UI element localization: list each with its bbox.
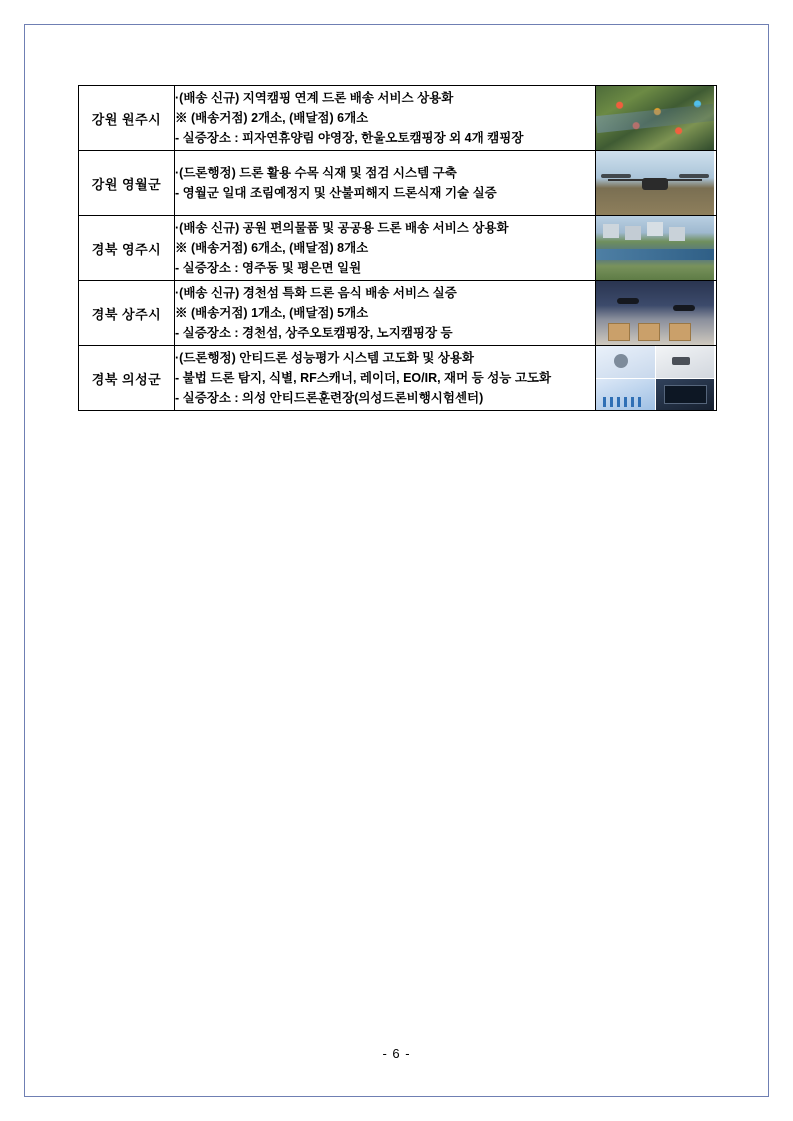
indoor-drone-delivery-thumbnail [596, 281, 714, 345]
project-table [78, 85, 717, 411]
drone-small-icon [673, 305, 695, 311]
collage-quadrant [596, 346, 655, 378]
description-line: ·(배송 신규) 공원 편의물품 및 공공용 드론 배송 서비스 상용화 [175, 220, 509, 235]
description-line: - 불법 드론 탐지, 식별, RF스캐너, 레이더, EO/IR, 재머 등 성능 고도화 [175, 370, 552, 385]
description-line: ·(배송 신규) 지역캠핑 연계 드론 배송 서비스 상용화 [175, 90, 454, 105]
table-row [79, 216, 717, 281]
description-line: ·(드론행정) 드론 활용 수목 식재 및 점검 시스템 구축 [175, 165, 457, 180]
region-label: 경북 영주시 [79, 216, 175, 281]
description-line: ※ (배송거점) 6개소, (배달점) 8개소 [175, 240, 369, 255]
description-cell [175, 346, 596, 411]
description-cell [175, 151, 596, 216]
table-row [79, 281, 717, 346]
package-box-icon [669, 323, 691, 341]
drone-body-icon [642, 178, 668, 190]
drone-rotor-left-icon [601, 174, 631, 178]
description-cell [175, 216, 596, 281]
row-image-cell [596, 86, 717, 151]
row-image-cell [596, 151, 717, 216]
description-line: - 실증장소 : 피자연휴양림 야영장, 한울오토캠핑장 외 4개 캠핑장 [175, 131, 524, 146]
anti-drone-collage-thumbnail [596, 346, 714, 410]
description-line: ·(드론행정) 안티드론 성능평가 시스템 고도화 및 상용화 [175, 350, 474, 365]
package-box-icon [608, 323, 630, 341]
page-number: - 6 - [382, 1046, 411, 1061]
description-line: ·(배송 신규) 경천섬 특화 드론 음식 배송 서비스 실증 [175, 285, 457, 300]
package-box-icon [638, 323, 660, 341]
aerial-map-thumbnail [596, 86, 714, 150]
row-image-cell [596, 281, 717, 346]
description-cell [175, 281, 596, 346]
description-line: ※ (배송거점) 1개소, (배달점) 5개소 [175, 305, 369, 320]
row-image-cell [596, 346, 717, 411]
drone-rotor-right-icon [679, 174, 709, 178]
drone-small-icon [617, 298, 639, 304]
region-label: 강원 원주시 [79, 86, 175, 151]
region-label: 강원 영월군 [79, 151, 175, 216]
park-riverside-thumbnail [596, 216, 714, 280]
collage-quadrant [656, 379, 715, 411]
description-line: - 실증장소 : 영주동 및 평은면 일원 [175, 261, 362, 276]
table-row [79, 151, 717, 216]
table-row [79, 86, 717, 151]
description-line: ※ (배송거점) 2개소, (배달점) 6개소 [175, 110, 369, 125]
description-line: - 실증장소 : 의성 안티드론훈련장(의성드론비행시험센터) [175, 391, 484, 406]
table-container [78, 85, 715, 411]
collage-quadrant [656, 346, 715, 378]
collage-quadrant [596, 379, 655, 411]
description-line: - 실증장소 : 경천섬, 상주오토캠핑장, 노지캠핑장 등 [175, 326, 453, 341]
region-label: 경북 의성군 [79, 346, 175, 411]
table-row [79, 346, 717, 411]
drone-field-thumbnail [596, 151, 714, 215]
description-cell [175, 86, 596, 151]
region-label: 경북 상주시 [79, 281, 175, 346]
description-line: - 영월군 일대 조림예정지 및 산불피해지 드론식재 기술 실증 [175, 186, 497, 200]
row-image-cell [596, 216, 717, 281]
